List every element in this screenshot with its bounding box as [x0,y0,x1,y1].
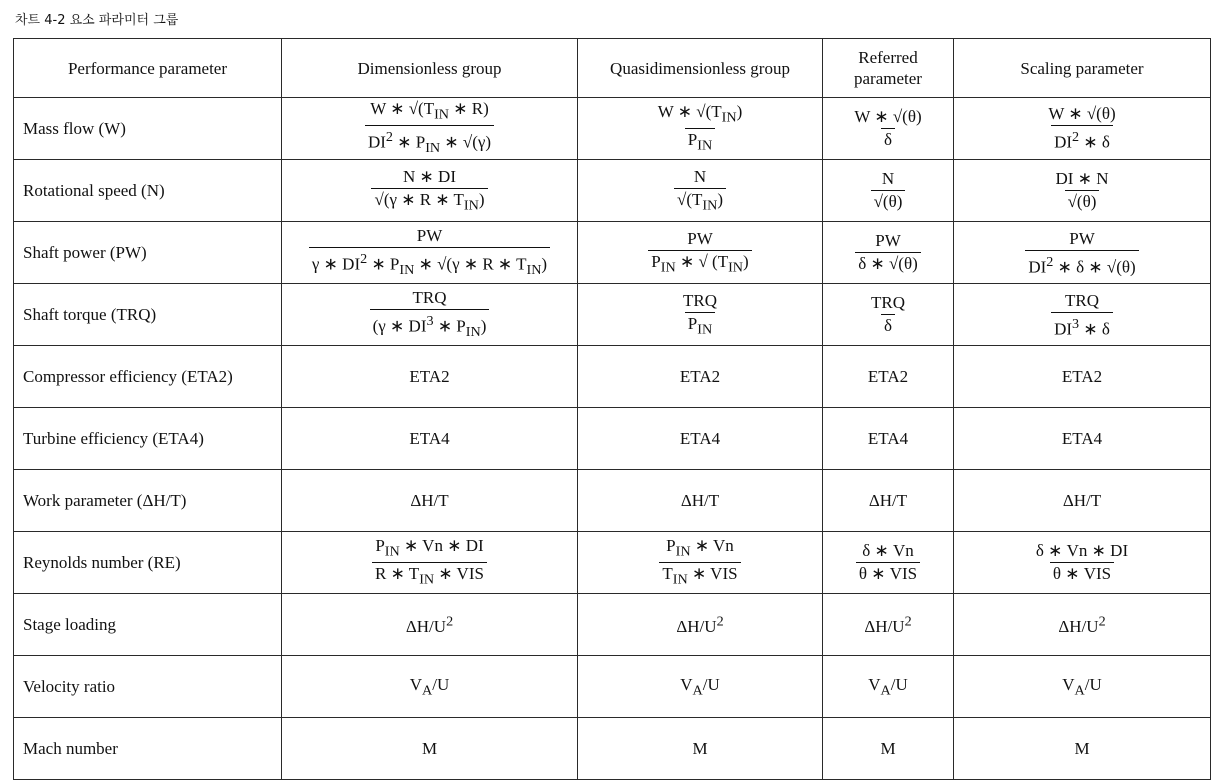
numerator: PW [416,225,443,245]
denominator: R ∗ $T_{IN}$ ∗ VIS [372,562,487,590]
numerator: PW [687,228,713,248]
denominator: $P_{IN}$ [685,312,715,340]
dimensionless-cell [282,222,578,284]
header-scaling-parameter: Scaling parameter [954,39,1211,98]
header-dimensionless-group: Dimensionless group [282,39,578,98]
fraction [855,230,921,275]
header-referred-parameter: Referred parameter [823,39,954,98]
quasidimensionless-cell [578,718,823,780]
numerator: W ∗ $√(T_{IN})$ [657,101,743,126]
formula-text: M [1074,738,1090,758]
scaling-cell [954,346,1211,408]
formula-text: M [692,738,708,758]
numerator: W ∗ √(θ) [1048,104,1116,124]
scaling-cell [954,470,1211,532]
denominator: δ [881,128,895,151]
fraction [365,98,494,159]
header-performance-parameter: Performance parameter [14,39,282,98]
formula-text: ETA2 [867,366,909,386]
formula-text: ETA2 [409,366,450,386]
quasidimensionless-cell [578,532,823,594]
scaling-cell [954,160,1211,222]
quasidimensionless-cell [578,408,823,470]
row-label: Mach number [14,718,282,780]
fraction [655,101,745,157]
numerator: PW [1069,228,1095,248]
numerator: δ ∗ Vn ∗ DI [1035,541,1129,561]
fraction [371,166,487,216]
quasidimensionless-cell [578,222,823,284]
fraction [871,168,906,213]
formula-text: ΔH/T [1062,490,1102,510]
table-row [14,532,1211,594]
table-row [14,98,1211,160]
denominator: δ ∗ √(θ) [855,252,921,275]
dimensionless-cell [282,98,578,160]
formula-text: $V_A/U$ [1062,674,1102,699]
scaling-cell [954,408,1211,470]
scaling-cell [954,594,1211,656]
scaling-cell [954,222,1211,284]
header-row [14,39,1211,98]
formula-text: $V_A/U$ [868,674,908,699]
fraction [1045,103,1118,154]
denominator: $DI^2$ ∗ δ ∗ √(θ) [1025,250,1138,279]
referred-cell [823,470,954,532]
referred-cell [823,160,954,222]
dimensionless-cell [282,408,578,470]
denominator: δ [881,314,895,337]
table-row [14,656,1211,718]
referred-cell [823,222,954,284]
numerator: DI ∗ N [1055,169,1109,189]
table-body [14,98,1211,780]
formula-text: ETA4 [1061,428,1103,448]
table-row [14,284,1211,346]
numerator: $P_{IN}$ ∗ Vn [666,536,734,560]
fraction [680,290,720,340]
dimensionless-cell [282,470,578,532]
dimensionless-cell [282,594,578,656]
formula-text: M [880,738,896,758]
quasidimensionless-cell [578,346,823,408]
referred-cell [823,656,954,718]
quasidimensionless-cell [578,594,823,656]
denominator: $DI^3$ ∗ δ [1051,312,1113,341]
table-row [14,594,1211,656]
row-label: Mass flow (W) [14,98,282,160]
row-label: Compressor efficiency (ETA2) [14,346,282,408]
quasidimensionless-cell [578,656,823,718]
referred-cell [823,346,954,408]
numerator: δ ∗ Vn [862,541,914,561]
formula-text: $\Delta H/U^2$ [1058,613,1106,636]
row-label: Velocity ratio [14,656,282,718]
table-caption: 차트 4-2 요소 파라미터 그룹 [15,13,179,28]
numerator: PW [875,231,901,251]
formula-text: ETA4 [679,428,721,448]
header-quasidimensionless-group: Quasidimensionless group [578,39,823,98]
scaling-cell [954,98,1211,160]
table-header [14,39,1211,98]
fraction [1051,290,1113,341]
denominator: θ ∗ VIS [856,562,920,585]
dimensionless-cell [282,284,578,346]
table-row [14,470,1211,532]
fraction [648,228,751,278]
formula-text: $V_A/U$ [680,674,720,699]
fraction [370,287,490,343]
table-row [14,718,1211,780]
table-row [14,346,1211,408]
table-row [14,160,1211,222]
denominator: θ ∗ VIS [1050,562,1114,585]
numerator: W ∗ $√(T_{IN}$ ∗ R) [370,99,489,123]
referred-cell [823,594,954,656]
denominator: γ ∗ $DI^2$ ∗ $P_{IN}$ ∗ √(γ ∗ R ∗ $T_{IN}$) [309,247,550,281]
numerator: W ∗ √(θ) [854,107,922,127]
formula-text: ETA2 [1061,366,1103,386]
dimensionless-cell [282,656,578,718]
formula-text: $\Delta H/U^2$ [405,613,454,636]
row-label: Stage loading [14,594,282,656]
quasidimensionless-cell [578,160,823,222]
referred-cell [823,718,954,780]
fraction [659,535,740,591]
dimensionless-cell [282,718,578,780]
row-label: Reynolds number (RE) [14,532,282,594]
scaling-cell [954,656,1211,718]
quasidimensionless-cell [578,98,823,160]
denominator: $P_{IN}$ ∗ √ $(T_{IN})$ [648,250,751,278]
numerator: TRQ [1064,290,1099,310]
row-label: Shaft power (PW) [14,222,282,284]
fraction [851,106,924,151]
formula-text: ETA4 [409,428,450,448]
numerator: N ∗ DI [403,166,456,186]
fraction [1053,168,1112,213]
numerator: N [881,169,895,189]
referred-cell [823,532,954,594]
numerator: $P_{IN}$ ∗ Vn ∗ DI [375,536,484,560]
fraction [674,166,726,216]
denominator: √(θ) [871,190,906,213]
fraction [372,535,487,591]
numerator: TRQ [683,290,717,310]
dimensionless-cell [282,532,578,594]
numerator: N [693,166,707,186]
fraction [868,292,908,337]
formula-text: $\Delta H/U^2$ [864,613,912,636]
denominator: $T_{IN}$ ∗ VIS [659,562,740,590]
referred-cell [823,98,954,160]
dimensionless-cell [282,346,578,408]
scaling-cell [954,532,1211,594]
quasidimensionless-cell [578,470,823,532]
fraction [1025,228,1138,279]
fraction [856,540,920,585]
referred-cell [823,408,954,470]
row-label: Work parameter (ΔH/T) [14,470,282,532]
scaling-cell [954,284,1211,346]
row-label: Shaft torque (TRQ) [14,284,282,346]
parameter-group-table [13,38,1211,780]
numerator: TRQ [412,287,447,307]
fraction [309,225,550,281]
formula-text: M [421,738,438,758]
denominator: $√(T_{IN})$ [674,188,726,216]
denominator: $P_{IN}$ [685,128,715,156]
formula-text: ETA2 [679,366,721,386]
formula-text: $V_A/U$ [409,674,450,699]
denominator: √(θ) [1065,190,1100,213]
row-label: Turbine efficiency (ETA4) [14,408,282,470]
dimensionless-cell [282,160,578,222]
table-row [14,222,1211,284]
formula-text: ΔH/T [680,490,720,510]
quasidimensionless-cell [578,284,823,346]
formula-text: $\Delta H/U^2$ [676,613,724,636]
formula-text: ΔH/T [868,490,908,510]
denominator: √(γ ∗ R ∗ $T_{IN}$) [371,188,487,216]
formula-text: ΔH/T [410,490,449,510]
referred-cell [823,284,954,346]
denominator: (γ ∗ $DI^3$ ∗ $P_{IN}$) [370,309,490,343]
scaling-cell [954,718,1211,780]
formula-text: ETA4 [867,428,909,448]
table-row [14,408,1211,470]
row-label: Rotational speed (N) [14,160,282,222]
denominator: $DI^2$ ∗ $P_{IN}$ ∗ √(γ) [365,125,494,159]
fraction [1033,540,1131,585]
numerator: TRQ [871,293,905,313]
denominator: $DI^2$ ∗ δ [1051,125,1113,154]
